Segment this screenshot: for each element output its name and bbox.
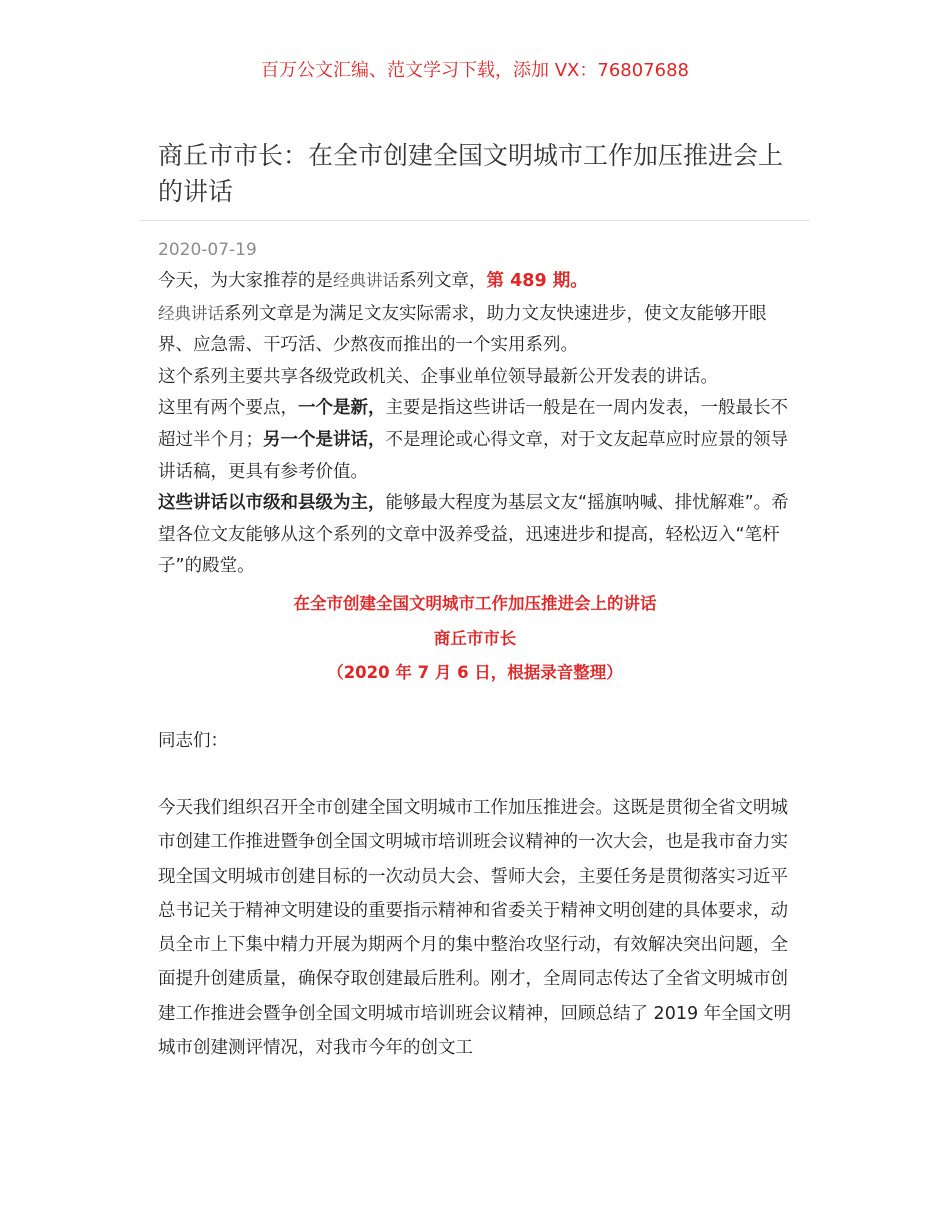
intro-text: 不是理论或心得文章，对于文友起草应时应景的领导讲话稿，更具有参考价值。 xyxy=(158,429,788,482)
intro-paragraph-1 xyxy=(158,265,798,298)
intro-section xyxy=(158,265,798,583)
intro-text: 这里有两个要点， xyxy=(158,398,298,419)
speech-body: 今天我们组织召开全市创建全国文明城市工作加压推进会。这既是贯彻全省文明城市创建工作推进暨争创全国文明城市培训班会议精神的一次大会，也是我市奋力实现全国文明城市创建目标的一次动员大会、誓师大会，主要任务是贯彻落实习近平总书记关于精神文明建设的重要指示精神和省委关于精神文明创建的具体要求，动员全市上下集中精力开展为期两个月的集中整治攻坚行动，有效解决突出问题，全面提升创建质量，确保夺取创建最后胜利。刚才，全周同志传达了全省文明城市创建工作推进会暨争创全国文明城市培训班会议精神，回顾总结了 2019 年全国文明城市创建测评情况，对我市今年的创文工 xyxy=(158,798,792,1059)
intro-paragraph-4 xyxy=(158,393,798,488)
article-title: 商丘市市长：在全市创建全国文明城市工作加压推进会上的讲话 xyxy=(158,141,784,206)
intro-paragraph-5 xyxy=(158,488,798,583)
speech-speaker: 商丘市市长 xyxy=(433,629,517,648)
series-name: 经典讲话 xyxy=(158,303,224,323)
intro-text: 系列文章， xyxy=(399,271,487,291)
intro-text: 能够最大程度为基层文友“摇旗呐喊、排忧解难”。希望各位文友能够从这个系列的文章中汲养受益，迅速进步和提高，轻松迈入“笔杆子”的殿堂。 xyxy=(158,493,789,577)
intro-text: 系列文章是为满足文友实际需求，助力文友快速进步，使文友能够开眼界、应急需、干巧活、少熬夜而推出的一个实用系列。 xyxy=(158,303,767,356)
issue-number: 第 489 期。 xyxy=(486,271,588,291)
title-divider xyxy=(140,220,810,221)
promo-banner: 百万公文汇编、范文学习下载，添加 VX：76807688 xyxy=(261,60,689,81)
speech-date-note: （2020 年 7 月 6 日，根据录音整理） xyxy=(327,663,623,682)
intro-paragraph-2 xyxy=(158,298,798,362)
intro-paragraph-3: 这个系列主要共享各级党政机关、企事业单位领导最新公开发表的讲话。 xyxy=(158,366,718,387)
speech-heading: 在全市创建全国文明城市工作加压推进会上的讲话 xyxy=(293,594,657,613)
intro-text: 主要是指这些讲话一般是在一周内发表，一般最长不超过半个月； xyxy=(158,398,788,450)
salutation: 同志们： xyxy=(158,731,228,751)
focus-statement: 这些讲话以市级和县级为主， xyxy=(158,493,386,514)
publish-date: 2020-07-19 xyxy=(158,240,257,260)
key-point-2: 另一个是讲话， xyxy=(263,429,386,450)
series-name: 经典讲话 xyxy=(333,271,399,290)
intro-text: 今天，为大家推荐的是 xyxy=(158,271,333,291)
key-point-1: 一个是新， xyxy=(298,398,386,419)
